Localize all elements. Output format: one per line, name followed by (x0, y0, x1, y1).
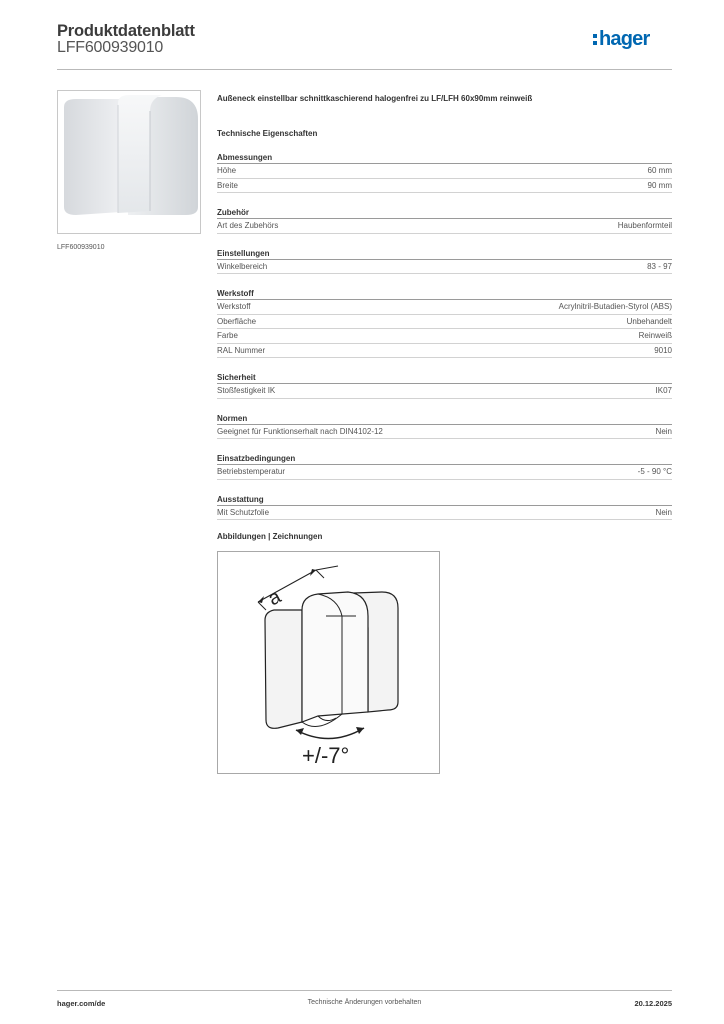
spec-label: Farbe (217, 331, 238, 340)
figures-title: Abbildungen | Zeichnungen (217, 532, 323, 541)
spec-group-safety (217, 372, 672, 399)
product-image (57, 90, 201, 234)
angle-label: +/-7° (302, 743, 350, 768)
spec-label: Mit Schutzfolie (217, 507, 270, 517)
spec-label: Art des Zubehörs (217, 221, 279, 230)
product-image-caption: LFF600939010 (57, 244, 105, 251)
spec-group-title: Einstellungen (217, 248, 672, 260)
hager-logo (592, 28, 672, 52)
logo-text: hager (599, 28, 650, 50)
spec-group-title: Sicherheit (217, 372, 672, 384)
spec-row (217, 219, 672, 234)
spec-label: Betriebstemperatur (217, 467, 286, 476)
footer-website: hager.com/de (57, 999, 106, 1008)
spec-group-title: Ausstattung (217, 494, 672, 506)
spec-group-accessory (217, 207, 672, 234)
technical-drawing (217, 551, 440, 774)
product-specs (217, 94, 672, 520)
spec-value: Acrylnitril-Butadien-Styrol (ABS) (558, 302, 672, 311)
spec-label: Breite (217, 180, 238, 190)
document-title: Produktdatenblatt (57, 22, 195, 40)
spec-group-title: Zubehör (217, 207, 672, 219)
spec-value: 9010 (654, 345, 672, 355)
spec-label: Geeignet für Funktionserhalt nach DIN4102-12 (217, 426, 383, 436)
spec-group-title: Abmessungen (217, 152, 672, 164)
spec-value: Reinweiß (638, 331, 672, 340)
spec-row (217, 344, 672, 359)
footer-date: 20.12.2025 (634, 999, 672, 1008)
dimension-label-a: a (264, 585, 285, 611)
spec-label: Oberfläche (217, 316, 257, 326)
spec-group-title: Normen (217, 413, 672, 425)
spec-row (217, 506, 672, 521)
spec-group-standards (217, 413, 672, 440)
spec-value: 90 mm (647, 180, 672, 190)
spec-row (217, 384, 672, 399)
spec-label: Winkelbereich (217, 261, 268, 271)
spec-row (217, 300, 672, 315)
spec-value: 83 - 97 (647, 261, 672, 271)
specs-section-title: Technische Eigenschaften (217, 129, 318, 138)
page-header (57, 20, 672, 70)
spec-label: Höhe (217, 166, 237, 175)
spec-group-title: Werkstoff (217, 288, 672, 300)
page-footer (57, 990, 672, 1012)
spec-row (217, 164, 672, 179)
spec-group-equipment (217, 494, 672, 521)
spec-row (217, 179, 672, 194)
spec-row (217, 465, 672, 480)
spec-value: Haubenformteil (617, 221, 672, 230)
spec-label: Werkstoff (217, 302, 251, 311)
spec-value: IK07 (655, 386, 672, 395)
spec-group-settings (217, 248, 672, 275)
spec-label: RAL Nummer (217, 345, 266, 355)
spec-row (217, 315, 672, 330)
document-article-number: LFF600939010 (57, 39, 164, 56)
spec-value: Nein (655, 507, 672, 517)
product-description: Außeneck einstellbar schnittkaschierend halogenfrei zu LF/LFH 60x90mm reinweiß (217, 94, 533, 103)
spec-value: Unbehandelt (626, 316, 672, 326)
spec-label: Stoßfestigkeit IK (217, 386, 276, 395)
spec-group-material (217, 288, 672, 358)
spec-value: -5 - 90 °C (637, 467, 672, 476)
spec-group-dimensions (217, 152, 672, 193)
spec-group-operating-conditions (217, 453, 672, 480)
spec-row (217, 260, 672, 275)
spec-value: Nein (655, 426, 672, 436)
spec-group-title: Einsatzbedingungen (217, 453, 672, 465)
spec-value: 60 mm (647, 166, 672, 175)
spec-row (217, 425, 672, 440)
footer-disclaimer: Technische Änderungen vorbehalten (307, 999, 422, 1006)
spec-row (217, 329, 672, 344)
